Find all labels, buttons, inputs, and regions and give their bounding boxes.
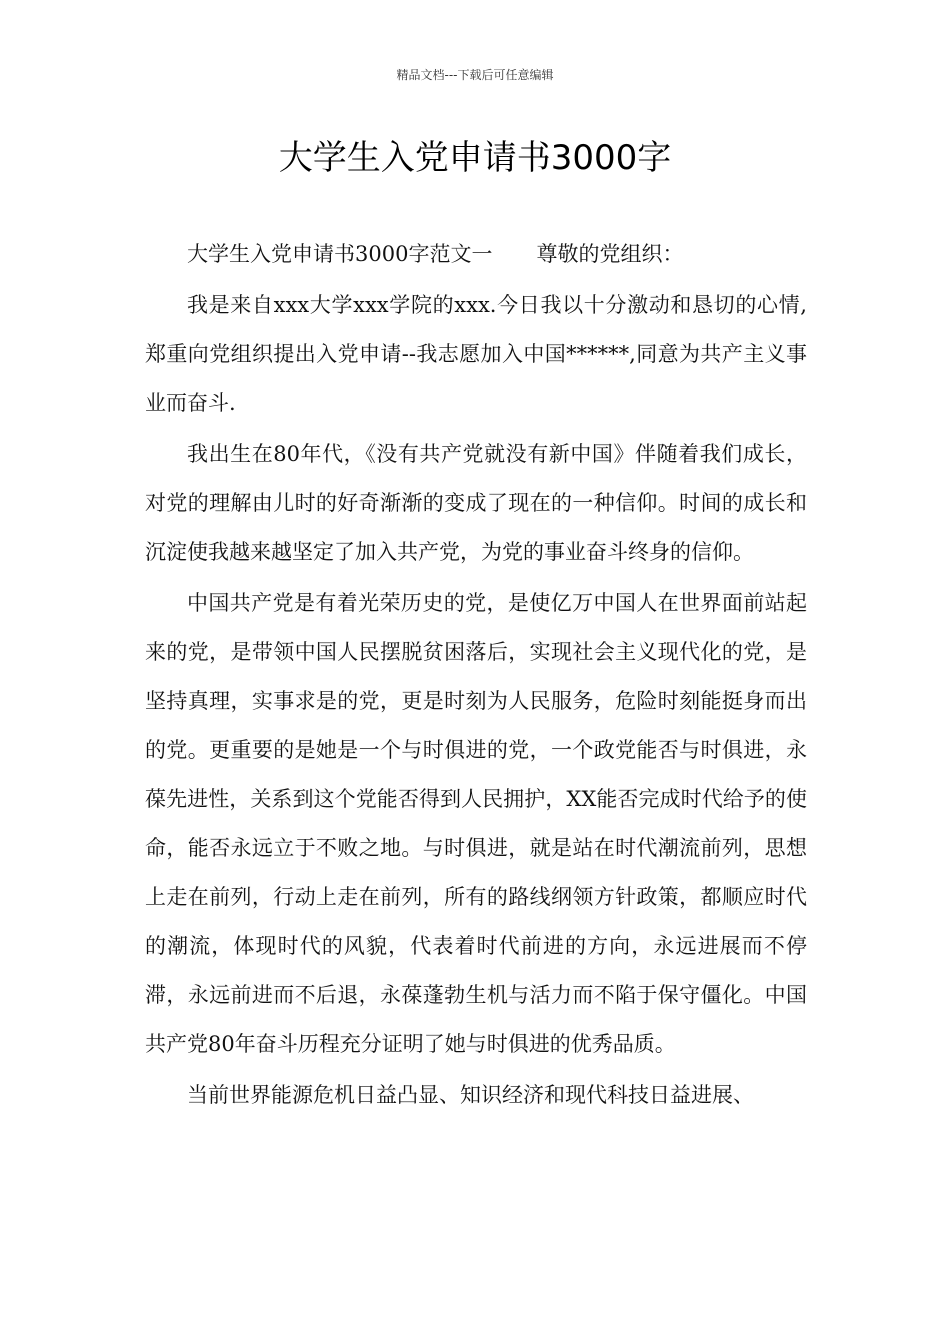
document-body [145, 230, 807, 1120]
intro-left: 大学生入党申请书3000字范文一 [187, 242, 493, 266]
paragraph-1: 我是来自xxx大学xxx学院的xxx.今日我以十分激动和恳切的心情,郑重向党组织提出入党申请--我志愿加入中国******,同意为共产主义事业而奋斗. [145, 293, 807, 415]
paragraph-3: 中国共产党是有着光荣历史的党，是使亿万中国人在世界面前站起来的党，是带领中国人民摆脱贫困落后，实现社会主义现代化的党，是坚持真理，实事求是的党，更是时刻为人民服务，危险时刻能挺身而出的党。更重要的是她是一个与时俱进的党，一个政党能否与时俱进，永葆先进性，关系到这个党能否得到人民拥护，XX能否完成时代给予的使命，能否永远立于不败之地。与时俱进，就是站在时代潮流前列，思想上走在前列，行动上走在前列，所有的路线纲领方针政策，都顺应时代的潮流，体现时代的风貌，代表着时代前进的方向，永远进展而不停滞，永远前进而不后退，永葆蓬勃生机与活力而不陷于保守僵化。中国共产党80年奋斗历程充分证明了她与时俱进的优秀品质。 [145, 591, 807, 1056]
document-title: 大学生入党申请书3000字 [278, 138, 672, 178]
paragraph-4: 当前世界能源危机日益凸显、知识经济和现代科技日益进展、 [187, 1083, 754, 1107]
page-header: 精品文档---下载后可任意编辑 [396, 68, 554, 82]
salutation: 尊敬的党组织： [536, 242, 684, 266]
intro-paragraph [145, 230, 807, 279]
paragraph-2: 我出生在80年代，《没有共产党就没有新中国》伴随着我们成长，对党的理解由儿时的好奇渐渐的变成了现在的一种信仰。时间的成长和沉淀使我越来越坚定了加入共产党，为党的事业奋斗终身的信仰。 [145, 442, 807, 564]
